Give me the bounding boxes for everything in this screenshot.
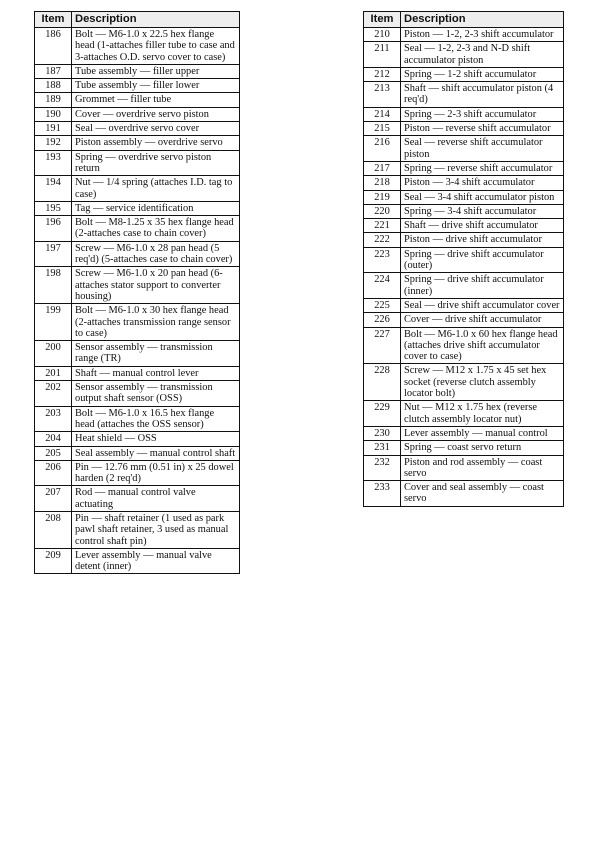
item-number-cell: 195 [35, 201, 72, 215]
item-number-cell: 197 [35, 241, 72, 267]
item-number-cell: 227 [364, 327, 401, 364]
table-row [364, 327, 564, 364]
item-number-cell: 212 [364, 67, 401, 81]
description-cell: Bolt — M8-1.25 x 35 hex flange head (2-attaches case to chain cover) [72, 216, 240, 242]
item-number-cell: 187 [35, 64, 72, 78]
table-row [35, 406, 240, 432]
table-row [364, 298, 564, 312]
description-cell: Piston — reverse shift accumulator [401, 122, 564, 136]
parts-table-left-body [35, 28, 240, 574]
table-row [364, 441, 564, 455]
table-row [364, 313, 564, 327]
table-row [364, 233, 564, 247]
description-cell: Piston — 1-2, 2-3 shift accumulator [401, 28, 564, 42]
description-cell: Seal — 1-2, 2-3 and N-D shift accumulator piston [401, 42, 564, 68]
item-number-cell: 201 [35, 366, 72, 380]
item-number-cell: 198 [35, 267, 72, 304]
description-cell: Spring — 3-4 shift accumulator [401, 204, 564, 218]
item-number-cell: 216 [364, 136, 401, 162]
item-number-cell: 215 [364, 122, 401, 136]
table-row [364, 176, 564, 190]
table-row [364, 67, 564, 81]
table-row [364, 247, 564, 273]
table-row [35, 267, 240, 304]
table-row [35, 176, 240, 202]
description-column-header: Description [401, 12, 564, 28]
description-cell: Piston — drive shift accumulator [401, 233, 564, 247]
description-cell: Shaft — shift accumulator piston (4 req'd) [401, 82, 564, 108]
item-number-cell: 202 [35, 381, 72, 407]
item-number-cell: 188 [35, 79, 72, 93]
item-number-cell: 221 [364, 219, 401, 233]
description-cell: Shaft — manual control lever [72, 366, 240, 380]
item-number-cell: 224 [364, 273, 401, 299]
description-cell: Shaft — drive shift accumulator [401, 219, 564, 233]
description-cell: Spring — coast servo return [401, 441, 564, 455]
table-row [364, 273, 564, 299]
description-cell: Spring — reverse shift accumulator [401, 161, 564, 175]
item-number-cell: 194 [35, 176, 72, 202]
table-row [35, 79, 240, 93]
description-cell: Rod — manual control valve actuating [72, 486, 240, 512]
table-row [35, 432, 240, 446]
item-number-cell: 230 [364, 426, 401, 440]
table-row [35, 460, 240, 486]
item-number-cell: 208 [35, 511, 72, 548]
description-cell: Grommet — filler tube [72, 93, 240, 107]
table-row [364, 481, 564, 507]
item-number-cell: 223 [364, 247, 401, 273]
item-number-cell: 226 [364, 313, 401, 327]
description-cell: Nut — M12 x 1.75 hex (reverse clutch assembly locator nut) [401, 401, 564, 427]
description-cell: Cover — drive shift accumulator [401, 313, 564, 327]
table-row [364, 136, 564, 162]
item-number-cell: 206 [35, 460, 72, 486]
item-number-cell: 218 [364, 176, 401, 190]
table-row [35, 548, 240, 574]
description-cell: Sensor assembly — transmission output shaft sensor (OSS) [72, 381, 240, 407]
item-number-cell: 186 [35, 28, 72, 65]
item-number-cell: 231 [364, 441, 401, 455]
item-number-cell: 220 [364, 204, 401, 218]
description-column-header: Description [72, 12, 240, 28]
item-number-cell: 233 [364, 481, 401, 507]
item-column-header: Item [364, 12, 401, 28]
item-number-cell: 196 [35, 216, 72, 242]
description-cell: Bolt — M6-1.0 x 60 hex flange head (attaches drive shift accumulator cover to case) [401, 327, 564, 364]
description-cell: Seal — 3-4 shift accumulator piston [401, 190, 564, 204]
table-row [35, 107, 240, 121]
description-cell: Screw — M6-1.0 x 28 pan head (5 req'd) (5-attaches case to chain cover) [72, 241, 240, 267]
table-row [364, 364, 564, 401]
item-number-cell: 191 [35, 122, 72, 136]
table-row [35, 150, 240, 176]
description-cell: Tube assembly — filler upper [72, 64, 240, 78]
description-cell: Bolt — M6-1.0 x 16.5 hex flange head (attaches the OSS sensor) [72, 406, 240, 432]
description-cell: Seal — overdrive servo cover [72, 122, 240, 136]
item-number-cell: 229 [364, 401, 401, 427]
table-row [364, 82, 564, 108]
table-row [35, 28, 240, 65]
item-number-cell: 210 [364, 28, 401, 42]
table-row [35, 64, 240, 78]
table-row [364, 401, 564, 427]
description-cell: Cover — overdrive servo piston [72, 107, 240, 121]
description-cell: Pin — shaft retainer (1 used as park pawl shaft retainer, 3 used as manual control shaft pin) [72, 511, 240, 548]
item-number-cell: 203 [35, 406, 72, 432]
item-number-cell: 217 [364, 161, 401, 175]
item-number-cell: 232 [364, 455, 401, 481]
description-cell: Piston — 3-4 shift accumulator [401, 176, 564, 190]
item-number-cell: 219 [364, 190, 401, 204]
description-cell: Spring — 2-3 shift accumulator [401, 107, 564, 121]
description-cell: Pin — 12.76 mm (0.51 in) x 25 dowel harden (2 req'd) [72, 460, 240, 486]
description-cell: Nut — 1/4 spring (attaches I.D. tag to case) [72, 176, 240, 202]
description-cell: Sensor assembly — transmission range (TR) [72, 341, 240, 367]
table-row [35, 366, 240, 380]
item-column-header: Item [35, 12, 72, 28]
description-cell: Seal — drive shift accumulator cover [401, 298, 564, 312]
table-row [35, 136, 240, 150]
item-number-cell: 222 [364, 233, 401, 247]
table-row [35, 381, 240, 407]
table-row [364, 426, 564, 440]
item-number-cell: 209 [35, 548, 72, 574]
table-row [35, 511, 240, 548]
description-cell: Spring — 1-2 shift accumulator [401, 67, 564, 81]
table-row [35, 122, 240, 136]
description-cell: Lever assembly — manual control [401, 426, 564, 440]
description-cell: Piston assembly — overdrive servo [72, 136, 240, 150]
item-number-cell: 205 [35, 446, 72, 460]
table-row [35, 446, 240, 460]
table-header-row [35, 12, 240, 28]
description-cell: Spring — overdrive servo piston return [72, 150, 240, 176]
item-number-cell: 204 [35, 432, 72, 446]
description-cell: Cover and seal assembly — coast servo [401, 481, 564, 507]
item-number-cell: 192 [35, 136, 72, 150]
description-cell: Lever assembly — manual valve detent (inner) [72, 548, 240, 574]
table-row [364, 204, 564, 218]
description-cell: Seal — reverse shift accumulator piston [401, 136, 564, 162]
item-number-cell: 193 [35, 150, 72, 176]
table-row [364, 161, 564, 175]
table-row [364, 455, 564, 481]
description-cell: Screw — M6-1.0 x 20 pan head (6-attaches stator support to converter housing) [72, 267, 240, 304]
item-number-cell: 211 [364, 42, 401, 68]
table-row [364, 42, 564, 68]
description-cell: Heat shield — OSS [72, 432, 240, 446]
table-row [364, 122, 564, 136]
table-header-row [364, 12, 564, 28]
table-row [35, 304, 240, 341]
item-number-cell: 214 [364, 107, 401, 121]
table-row [364, 190, 564, 204]
table-row [35, 216, 240, 242]
description-cell: Seal assembly — manual control shaft [72, 446, 240, 460]
item-number-cell: 199 [35, 304, 72, 341]
description-cell: Tube assembly — filler lower [72, 79, 240, 93]
table-row [35, 241, 240, 267]
item-number-cell: 225 [364, 298, 401, 312]
table-row [35, 341, 240, 367]
description-cell: Bolt — M6-1.0 x 22.5 hex flange head (1-attaches filler tube to case and 3-attaches O.D. servo cover to case) [72, 28, 240, 65]
table-row [35, 201, 240, 215]
item-number-cell: 213 [364, 82, 401, 108]
parts-table-right [363, 11, 564, 507]
description-cell: Spring — drive shift accumulator (inner) [401, 273, 564, 299]
table-row [35, 93, 240, 107]
table-row [364, 28, 564, 42]
description-cell: Tag — service identification [72, 201, 240, 215]
item-number-cell: 200 [35, 341, 72, 367]
table-row [364, 219, 564, 233]
description-cell: Screw — M12 x 1.75 x 45 set hex socket (reverse clutch assembly locator bolt) [401, 364, 564, 401]
parts-table-right-body [364, 28, 564, 507]
item-number-cell: 189 [35, 93, 72, 107]
table-row [364, 107, 564, 121]
item-number-cell: 228 [364, 364, 401, 401]
description-cell: Spring — drive shift accumulator (outer) [401, 247, 564, 273]
item-number-cell: 207 [35, 486, 72, 512]
parts-table-left [34, 11, 240, 574]
description-cell: Piston and rod assembly — coast servo [401, 455, 564, 481]
table-row [35, 486, 240, 512]
description-cell: Bolt — M6-1.0 x 30 hex flange head (2-attaches transmission range sensor to case) [72, 304, 240, 341]
item-number-cell: 190 [35, 107, 72, 121]
